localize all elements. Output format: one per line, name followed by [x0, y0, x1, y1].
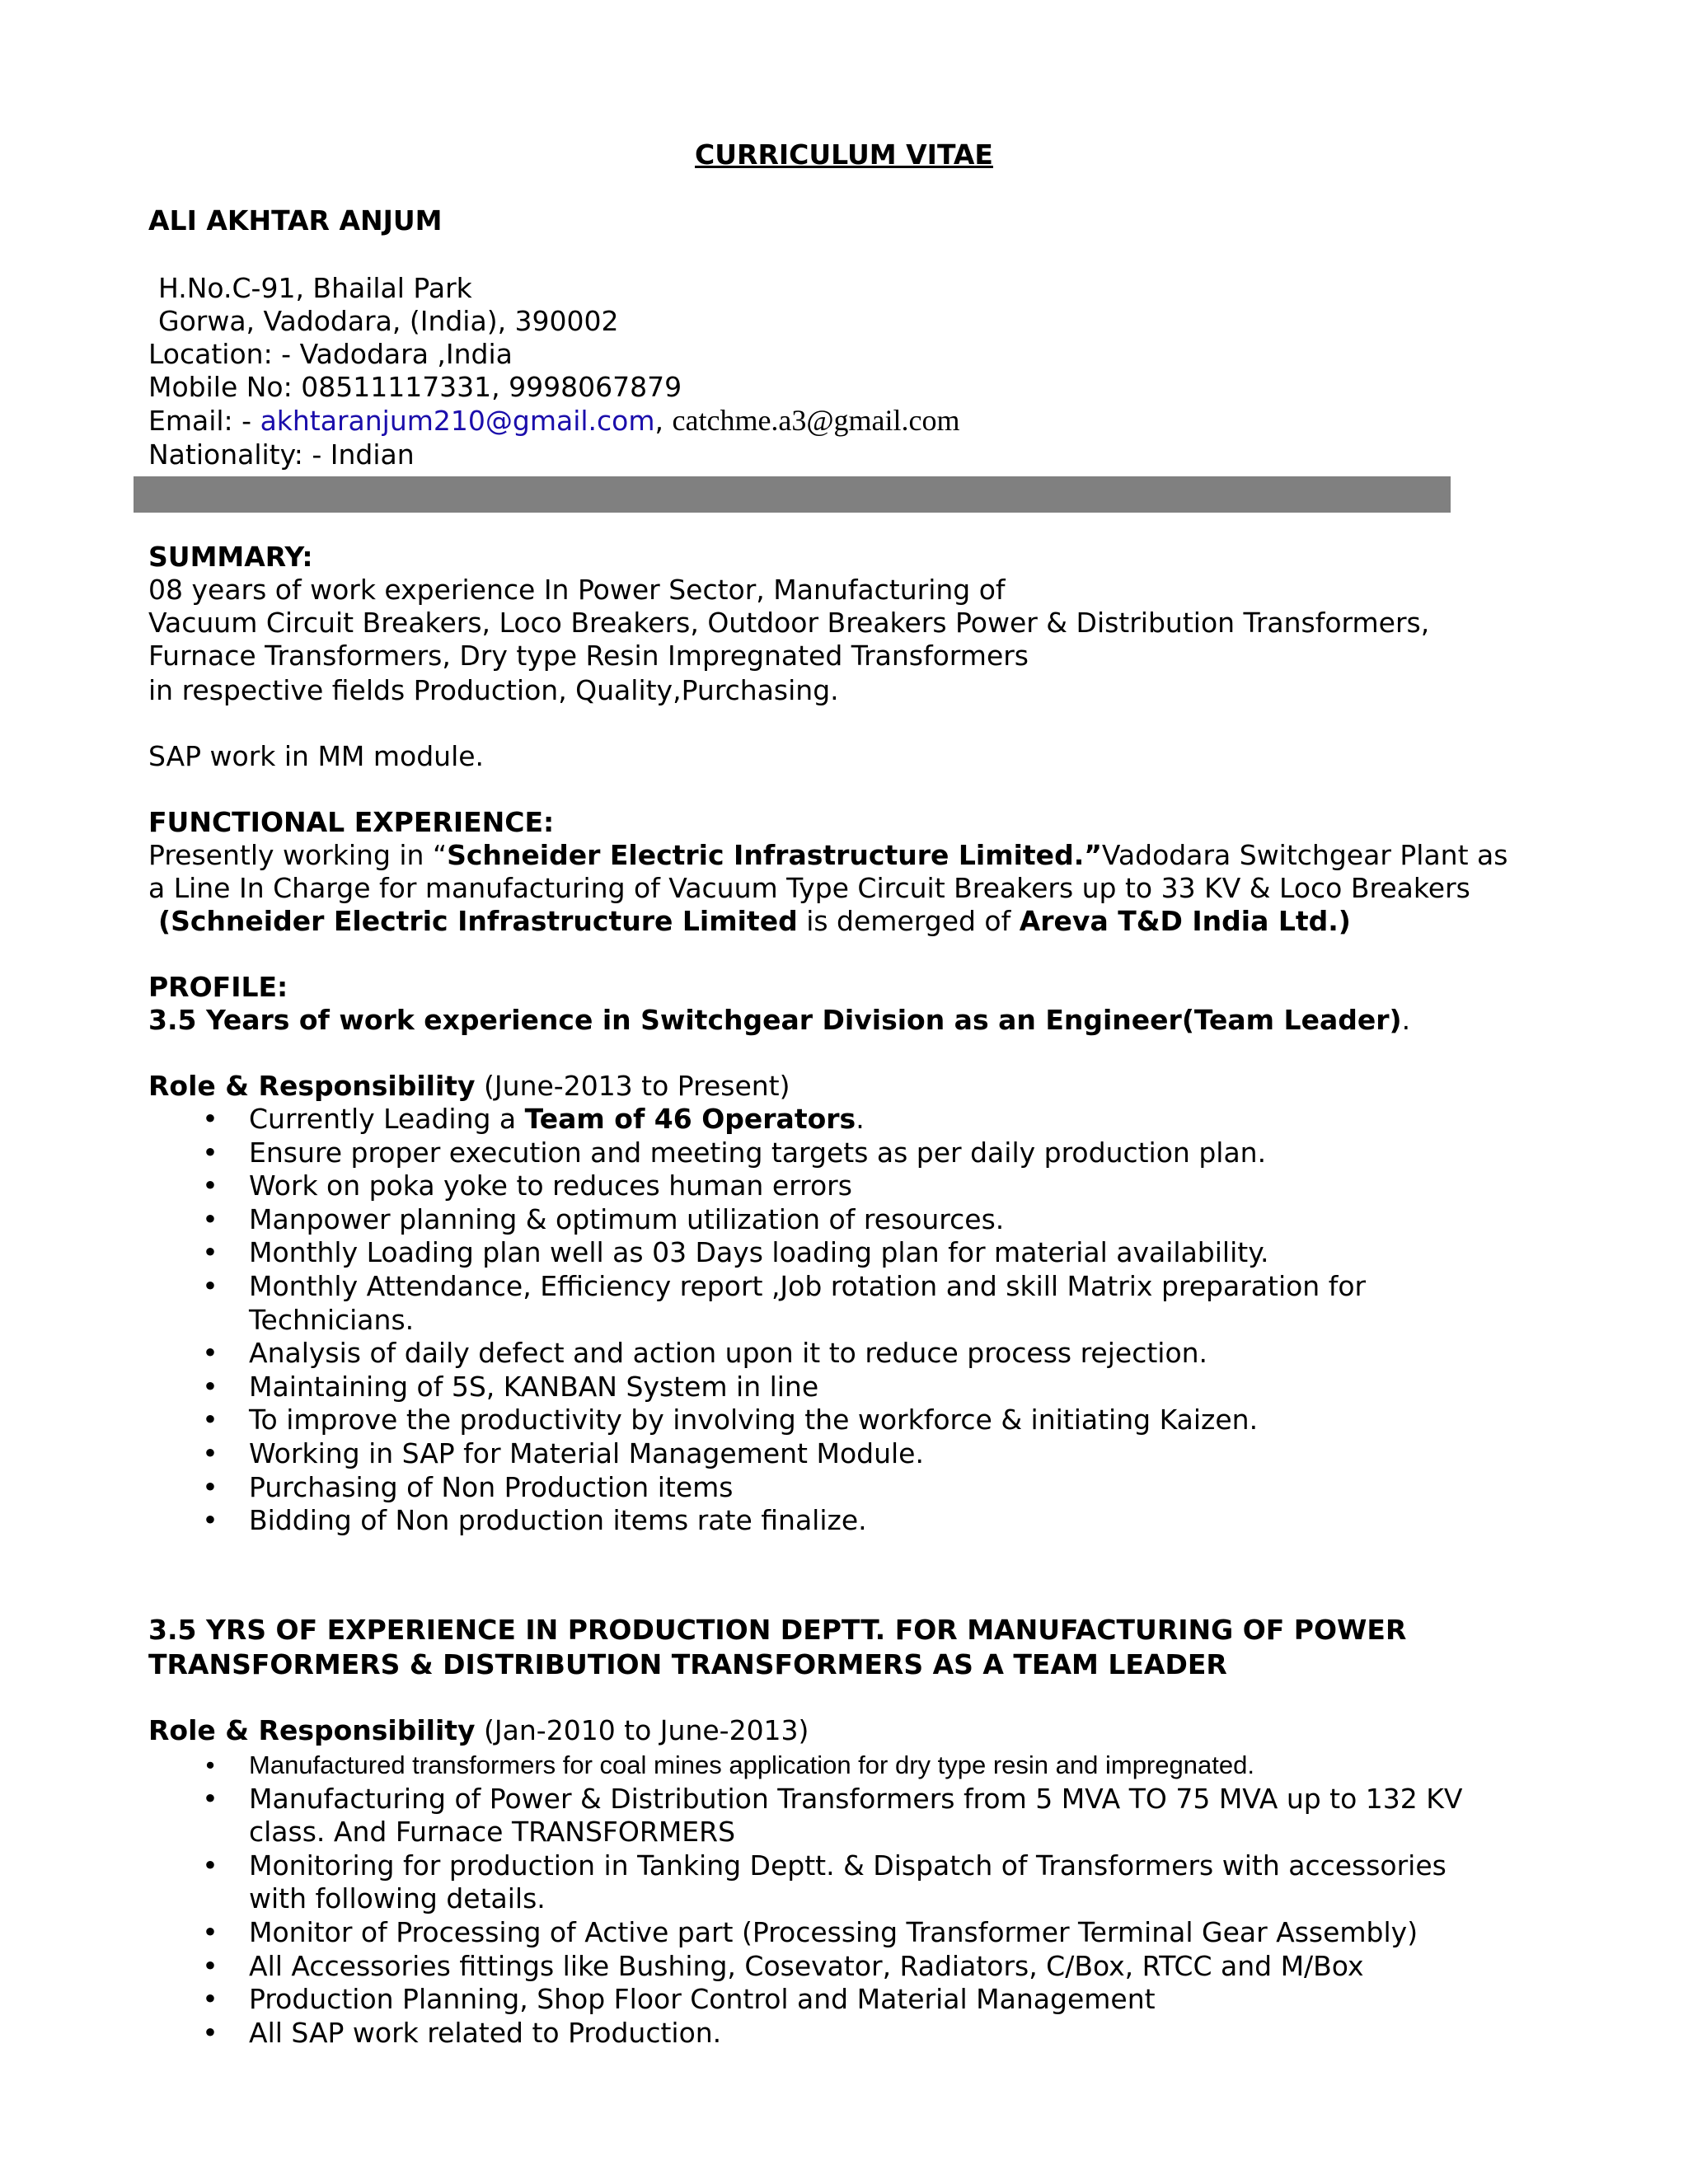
- bullet-icon: •: [202, 1949, 218, 1982]
- functional-line-1: [148, 839, 1507, 872]
- bullet-icon: •: [202, 1269, 218, 1302]
- email-separator: ,: [654, 405, 673, 437]
- list-item: • Maintaining of 5S, KANBAN System in line: [198, 1371, 1401, 1404]
- bullet-icon: •: [202, 2016, 218, 2049]
- list-item: • Monitoring for production in Tanking Deptt. & Dispatch of Transformers with accessories with following details.: [198, 1849, 1500, 1916]
- bullet-icon: •: [202, 1370, 218, 1403]
- role-2-heading: [148, 1714, 809, 1747]
- list-item: • Currently Leading a Team of 46 Operators.: [198, 1103, 1401, 1137]
- bullet-icon: •: [202, 1983, 218, 2016]
- list-item: • All SAP work related to Production.: [198, 2017, 1500, 2050]
- list-item: • Bidding of Non production items rate finalize.: [198, 1504, 1401, 1538]
- functional-line-3-mid: is demerged of: [797, 905, 1020, 937]
- profile-summary-end: .: [1401, 1004, 1411, 1036]
- profile-summary-bold: 3.5 Years of work experience in Switchgear Division as an Engineer(Team Leader): [148, 1004, 1402, 1036]
- functional-line-3: [158, 905, 1351, 938]
- bullet-icon: •: [202, 1470, 218, 1503]
- bullet-icon: •: [202, 1337, 218, 1370]
- address-line-2: Gorwa, Vadodara, (India), 390002: [158, 305, 619, 337]
- list-item: • Ensure proper execution and meeting targets as per daily production plan.: [198, 1137, 1401, 1170]
- profile-summary: [148, 1004, 1410, 1037]
- summary-line-3: Furnace Transformers, Dry type Resin Impregnated Transformers: [148, 640, 1029, 672]
- bullet-icon: •: [202, 1103, 218, 1135]
- document-title: CURRICULUM VITAE: [695, 138, 993, 171]
- list-item: • Monitor of Processing of Active part (Processing Transformer Terminal Gear Assembly): [198, 1916, 1500, 1950]
- nationality-line: Nationality: - Indian: [148, 438, 415, 471]
- email-line: [148, 404, 960, 438]
- list-item: • All Accessories fittings like Bushing, Cosevator, Radiators, C/Box, RTCC and M/Box: [198, 1950, 1500, 1984]
- mobile-line: Mobile No: 08511117331, 9998067879: [148, 371, 682, 403]
- company-name: Schneider Electric Infrastructure Limited.”: [447, 839, 1102, 871]
- list-item: • Manpower planning & optimum utilization of resources.: [198, 1203, 1401, 1237]
- role-2-label: Role & Responsibility: [148, 1714, 476, 1746]
- email-primary-link[interactable]: akhtaranjum210@gmail.com: [260, 405, 655, 437]
- summary-line-4: in respective fields Production, Quality,Purchasing.: [148, 674, 839, 706]
- functional-line-1-pre: Presently working in “: [148, 839, 448, 871]
- email-label: Email: -: [148, 405, 260, 437]
- list-item: • Working in SAP for Material Management Module.: [198, 1437, 1401, 1471]
- experience-2-heading-line-1: 3.5 YRS OF EXPERIENCE IN PRODUCTION DEPTT. FOR MANUFACTURING OF POWER: [148, 1614, 1407, 1646]
- summary-line-2: Vacuum Circuit Breakers, Loco Breakers, Outdoor Breakers Power & Distribution Transformers,: [148, 607, 1430, 639]
- summary-line-1: 08 years of work experience In Power Sector, Manufacturing of: [148, 574, 1006, 606]
- list-item: • Analysis of daily defect and action upon it to reduce process rejection.: [198, 1337, 1401, 1371]
- bullet-icon: •: [202, 1169, 218, 1202]
- role-2-bullet-list: [198, 1749, 1500, 2050]
- functional-line-1-post: Vadodara Switchgear Plant as: [1101, 839, 1508, 871]
- list-item: • To improve the productivity by involving the workforce & initiating Kaizen.: [198, 1404, 1401, 1437]
- experience-2-heading-line-2: TRANSFORMERS & DISTRIBUTION TRANSFORMERS AS A TEAM LEADER: [148, 1648, 1227, 1680]
- summary-sap: SAP work in MM module.: [148, 740, 485, 772]
- email-secondary[interactable]: catchme.a3@gmail.com: [672, 404, 960, 437]
- bullet-icon: •: [202, 1436, 218, 1469]
- role-2-period: (Jan-2010 to June-2013): [475, 1714, 809, 1746]
- list-item: • Monthly Loading plan well as 03 Days loading plan for material availability.: [198, 1236, 1401, 1270]
- bullet-icon: •: [202, 1136, 218, 1169]
- bullet-icon: •: [205, 1750, 215, 1779]
- bullet-icon: •: [202, 1504, 218, 1537]
- functional-heading: FUNCTIONAL EXPERIENCE:: [148, 806, 555, 838]
- bullet-icon: •: [202, 1236, 218, 1269]
- bullet-icon: •: [202, 1849, 218, 1882]
- company-name-2: (Schneider Electric Infrastructure Limited: [158, 905, 798, 937]
- functional-line-2: a Line In Charge for manufacturing of Vacuum Type Circuit Breakers up to 33 KV & Loco Breakers: [148, 872, 1470, 904]
- parent-company: Areva T&D India Ltd.): [1019, 905, 1351, 937]
- role-1-period: (June-2013 to Present): [475, 1070, 790, 1102]
- role-1-label: Role & Responsibility: [148, 1070, 476, 1102]
- list-item: • Manufactured transformers for coal mines application for dry type resin and impregnated.: [198, 1749, 1500, 1783]
- list-item: • Production Planning, Shop Floor Control and Material Management: [198, 1983, 1500, 2017]
- bullet-icon: •: [202, 1782, 218, 1815]
- bullet-icon: •: [202, 1915, 218, 1948]
- address-line-1: H.No.C-91, Bhailal Park: [158, 272, 472, 304]
- candidate-name: ALI AKHTAR ANJUM: [148, 204, 443, 237]
- bullet-icon: •: [202, 1404, 218, 1436]
- profile-heading: PROFILE:: [148, 971, 288, 1003]
- role-1-bullet-list: [198, 1103, 1401, 1538]
- bullet-icon: •: [202, 1202, 218, 1235]
- list-item: • Work on poka yoke to reduces human errors: [198, 1169, 1401, 1203]
- list-item: • Manufacturing of Power & Distribution Transformers from 5 MVA TO 75 MVA up to 132 KV class. And Furnace TRANSFORMERS: [198, 1783, 1500, 1849]
- header-divider-bar: [134, 476, 1451, 513]
- location-line: Location: - Vadodara ,India: [148, 338, 513, 370]
- list-item: • Purchasing of Non Production items: [198, 1471, 1401, 1505]
- summary-heading: SUMMARY:: [148, 541, 313, 573]
- role-1-heading: [148, 1070, 790, 1103]
- list-item: • Monthly Attendance, Efficiency report ,Job rotation and skill Matrix preparation for Technicians.: [198, 1270, 1401, 1337]
